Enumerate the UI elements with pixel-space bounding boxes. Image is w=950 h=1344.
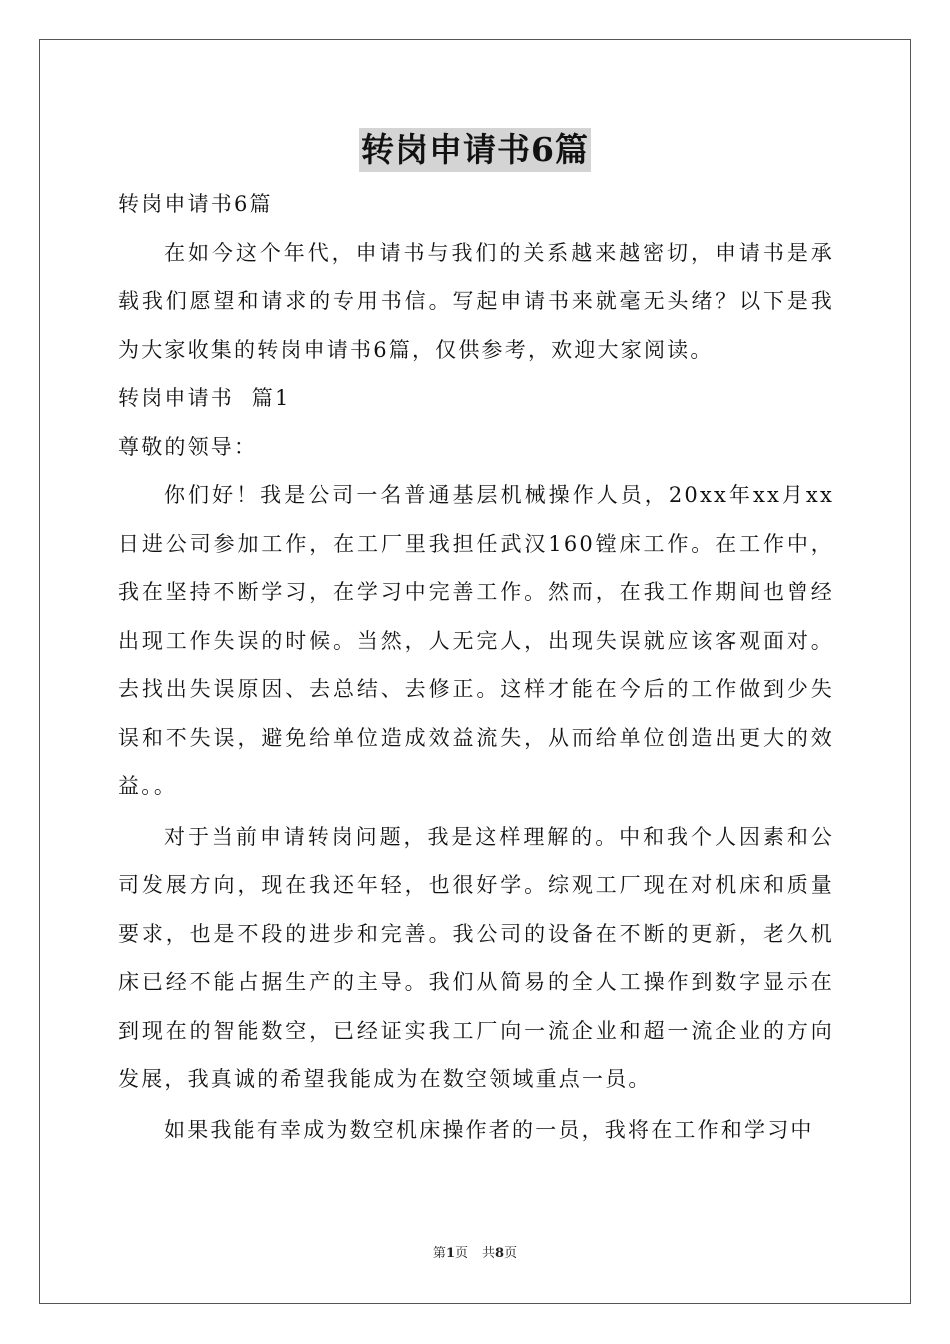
page-suffix: 页 xyxy=(454,1246,468,1261)
page-current: 1 xyxy=(445,1246,455,1261)
subtitle-line: 转岗申请书6篇 xyxy=(118,192,273,216)
page-footer xyxy=(0,1242,950,1261)
document-body xyxy=(118,180,834,1154)
document-title: 转岗申请书6篇 xyxy=(359,128,591,172)
body-paragraph-1: 你们好！我是公司一名普通基层机械操作人员，20xx年xx月xx日进公司参加工作，在工厂里我担任武汉160镗床工作。在工作中，我在坚持不断学习，在学习中完善工作。然而，在我工作期间也曾经出现工作失误的时候。当然，人无完人，出现失误就应该客观面对。去找出失误原因、去总结、去修正。这样才能在今后的工作做到少失误和不失误，避免给单位造成效益流失，从而给单位创造出更大的效益。。 xyxy=(118,483,834,798)
title-container xyxy=(0,128,950,172)
intro-paragraph: 在如今这个年代，申请书与我们的关系越来越密切，申请书是承载我们愿望和请求的专用书信。写起申请书来就毫无头绪？以下是我为大家收集的转岗申请书6篇，仅供参考，欢迎大家阅读。 xyxy=(118,240,834,362)
salutation: 尊敬的领导： xyxy=(118,434,258,459)
total-prefix: 共 xyxy=(482,1246,496,1261)
total-suffix: 页 xyxy=(504,1246,518,1261)
body-paragraph-3: 如果我能有幸成为数空机床操作者的一员，我将在工作和学习中 xyxy=(164,1117,814,1142)
page-total: 8 xyxy=(495,1246,505,1261)
body-paragraph-2: 对于当前申请转岗问题，我是这样理解的。中和我个人因素和公司发展方向，现在我还年轻，也很好学。综观工厂现在对机床和质量要求，也是不段的进步和完善。我公司的设备在不断的更新，老久机床已经不能占据生产的主导。我们从简易的全人工操作到数字显示在到现在的智能数空，已经证实我工厂向一流企业和超一流企业的方向发展，我真诚的希望我能成为在数空领域重点一员。 xyxy=(118,824,834,1091)
page-prefix: 第 xyxy=(432,1246,446,1261)
section-heading: 转岗申请书 篇1 xyxy=(118,386,291,410)
